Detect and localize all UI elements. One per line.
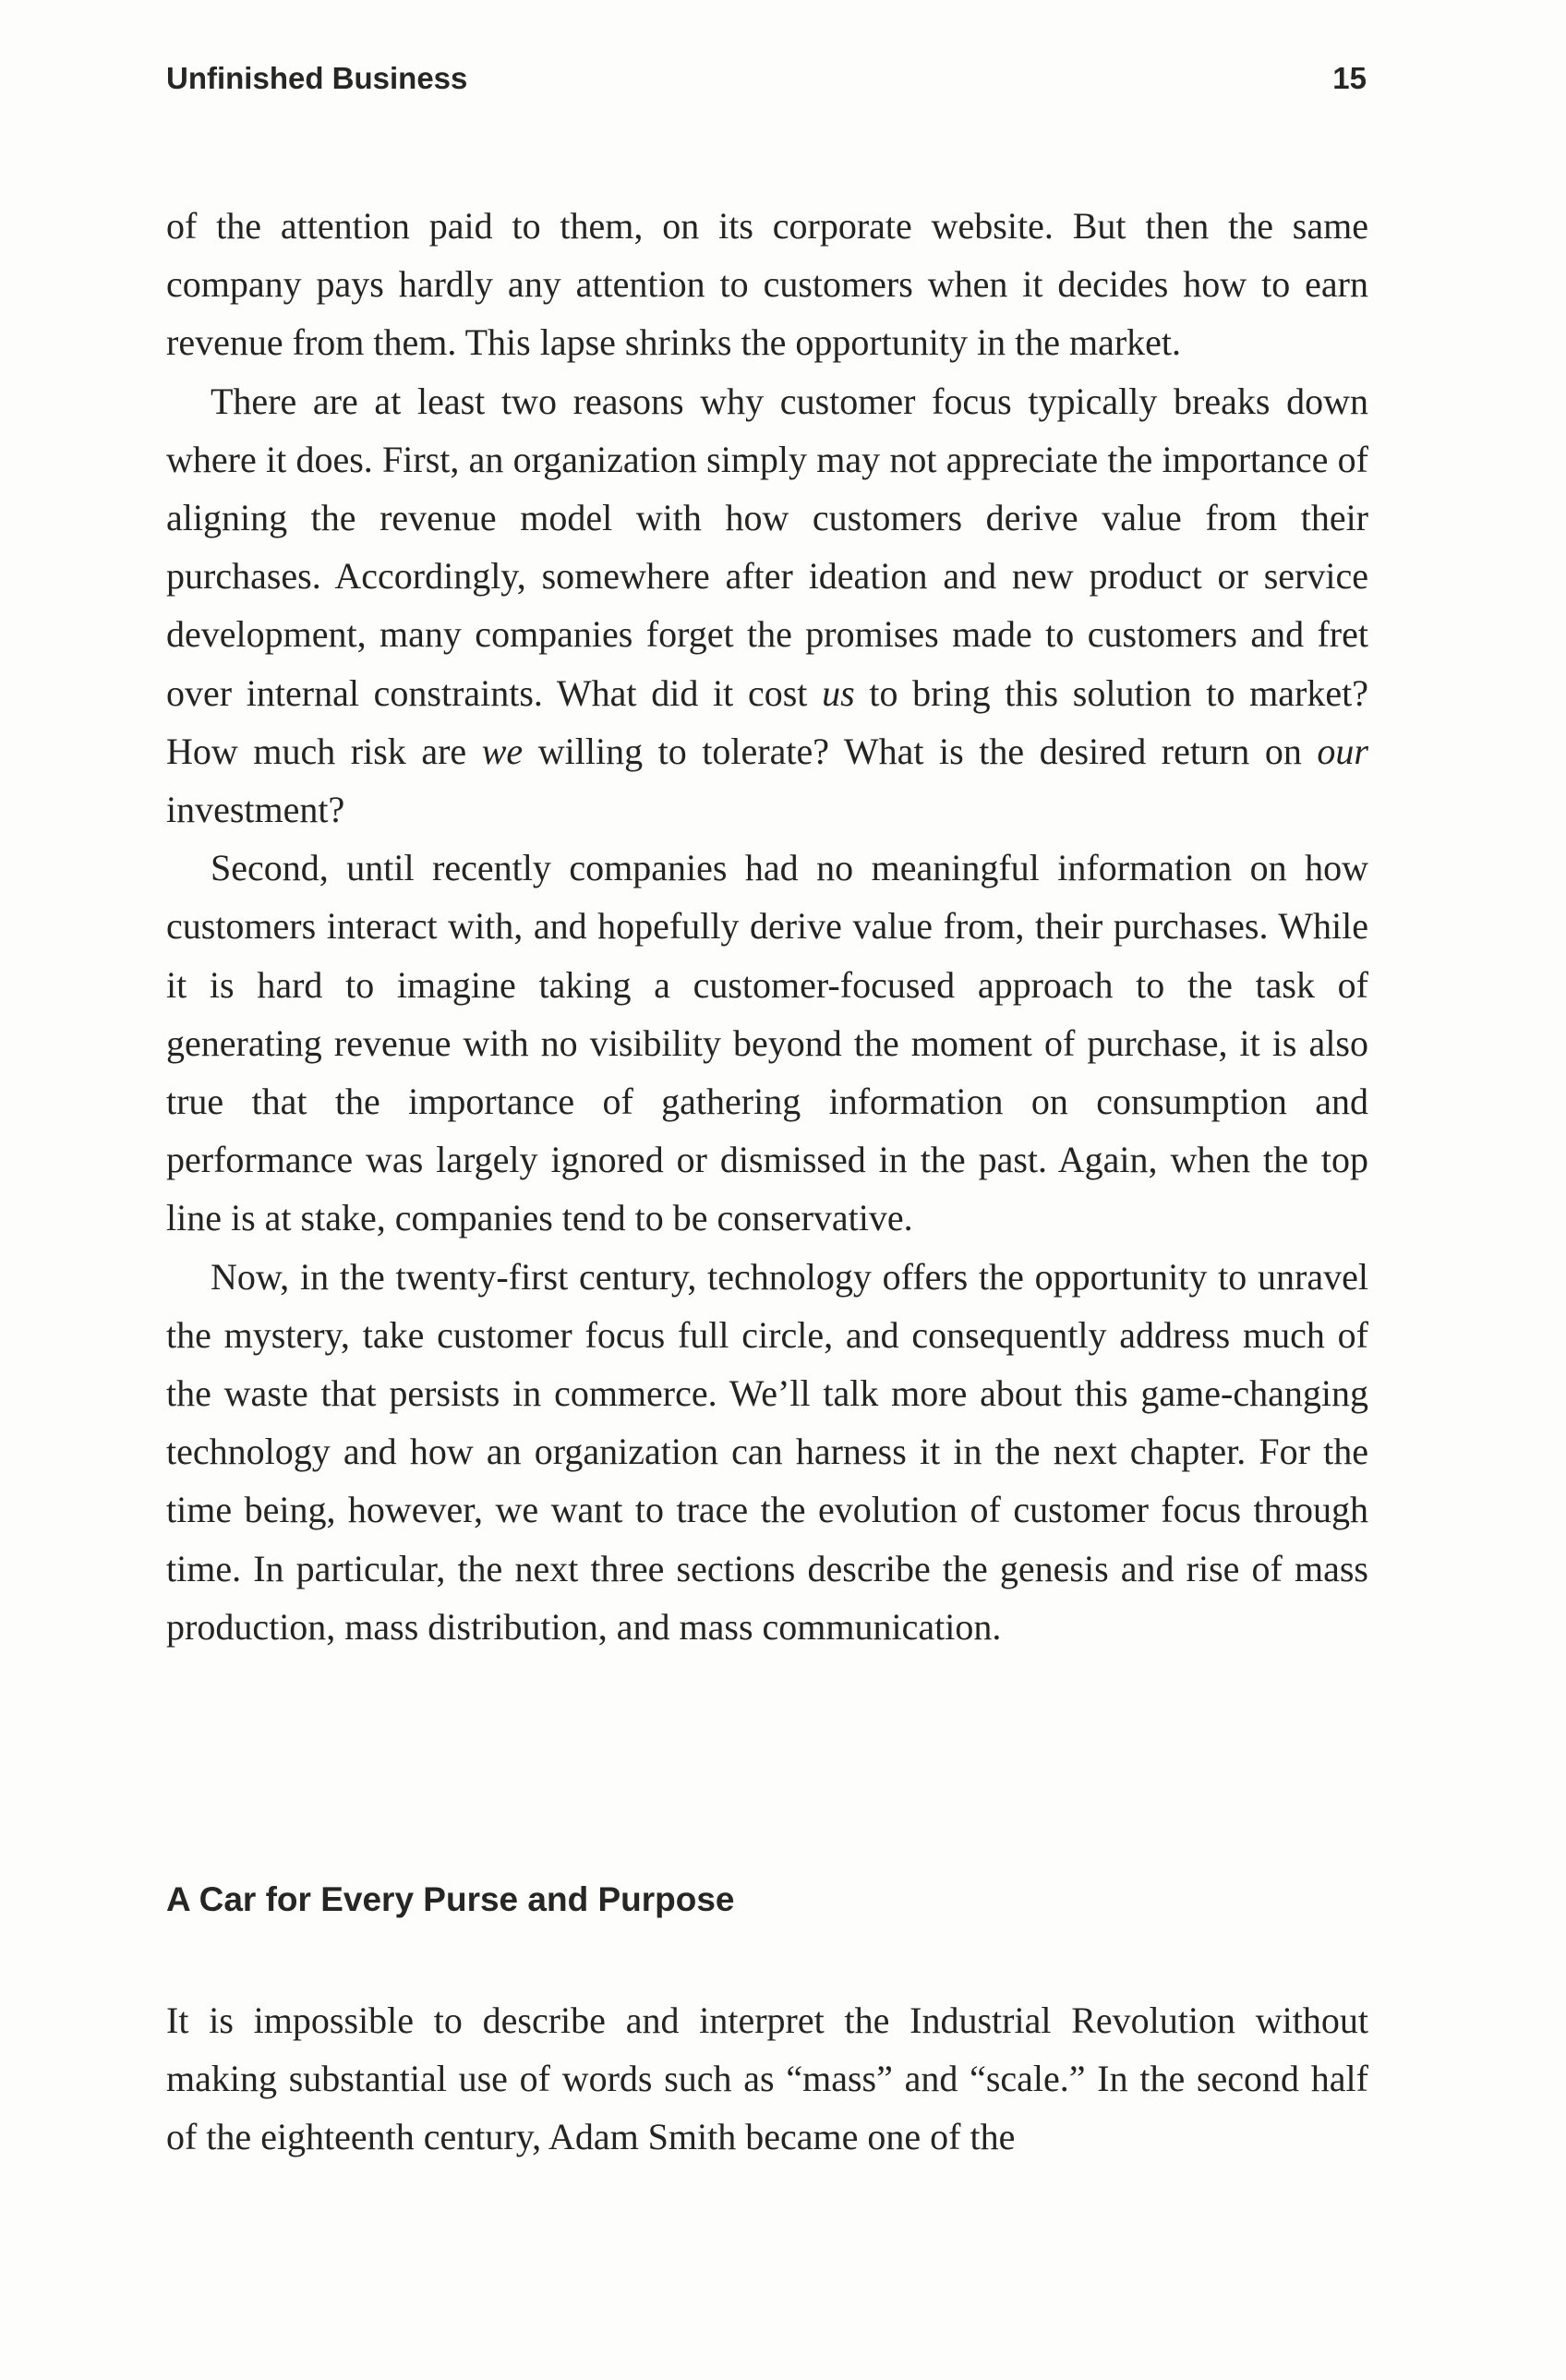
paragraph — [166, 1248, 1368, 1656]
body-text — [166, 197, 1368, 1656]
text-run: There are at least two reasons why customer focus typically breaks down where it does. First, an organization simply may not appreciate the importance of aligning the revenue model with how customers derive value from their purchases. Accordingly, somewhere after ideation and new product or service development, many companies forget the promises made to customers and fret over internal constraints. What did it cost — [166, 380, 1368, 714]
text-run: of the attention paid to them, on its corporate website. But then the same company pays hardly any attention to customers when it decides how to earn revenue from them. This lapse shrinks the opportunity in the market. — [166, 205, 1368, 364]
text-run: investment? — [166, 789, 345, 831]
text-run: Second, until recently companies had no meaningful information on how customers interact with, and hopefully derive value from, their purchases. While it is hard to imagine taking a customer-focused approach to the task of generating revenue with no visibility beyond the moment of purchase, it is also true that the importance of gathering information on consumption and performance was largely ignored or dismissed in the past. Again, when the top line is at stake, companies tend to be conservative. — [166, 847, 1368, 1239]
page-number: 15 — [1332, 61, 1367, 95]
section-text — [166, 1991, 1368, 2167]
italic-text: us — [822, 671, 855, 714]
running-head-title: Unfinished Business — [166, 61, 468, 95]
italic-text: our — [1317, 730, 1368, 772]
paragraph: It is impossible to describe and interpret the Industrial Revolution without making substantial use of words such as “mass” and “scale.” In the second half of the eighteenth century, Adam Smith became one of the — [166, 1999, 1368, 2158]
section-heading: A Car for Every Purse and Purpose — [166, 1880, 735, 1918]
text-run: Now, in the twenty-first century, technology offers the opportunity to unravel the mystery, take customer focus full circle, and consequently address much of the waste that persists in commerce. We’ll talk more about this game-changing technology and how an organization can harness it in the next chapter. For the time being, however, we want to trace the evolution of customer focus through time. In particular, the next three sections describe the genesis and rise of mass production, mass distribution, and mass communication. — [166, 1255, 1368, 1648]
paragraph — [166, 197, 1368, 372]
paragraph — [166, 839, 1368, 1247]
italic-text: we — [481, 730, 524, 772]
text-run: willing to tolerate? What is the desired return on — [523, 730, 1318, 772]
text-run: to bring this solution to market? How much risk are — [166, 671, 1368, 772]
paragraph — [166, 372, 1368, 840]
running-head — [166, 61, 1367, 102]
